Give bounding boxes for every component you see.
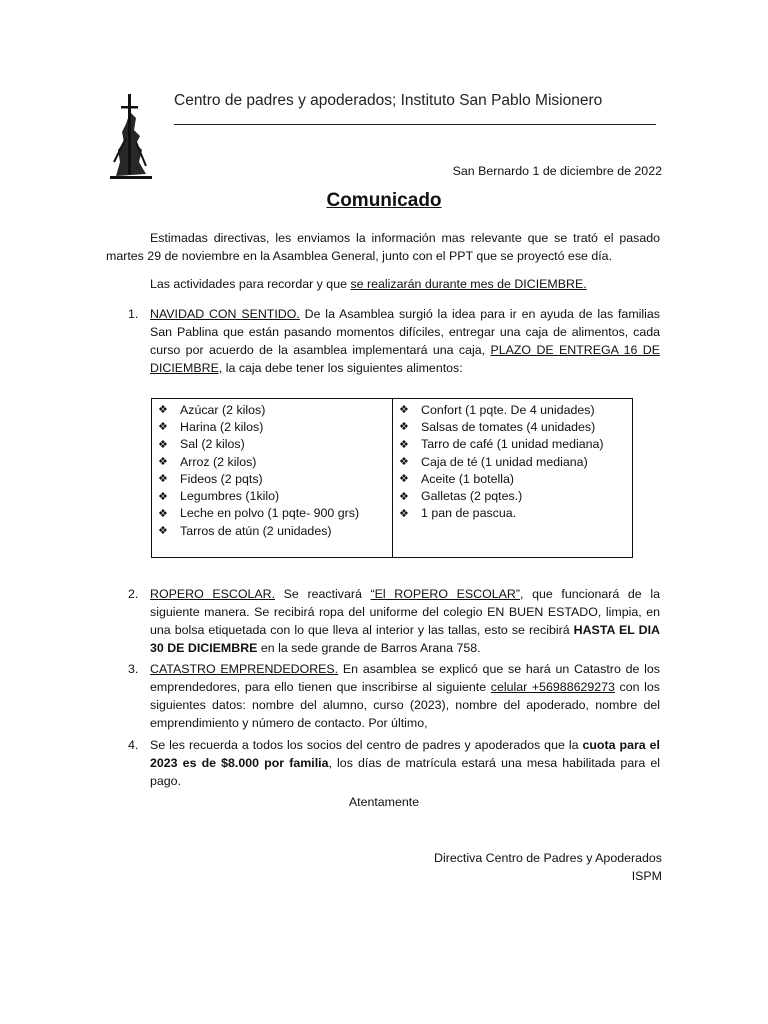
food-item <box>158 522 392 539</box>
bullet-icon: ❖ <box>158 473 168 486</box>
bullet-icon: ❖ <box>158 438 168 451</box>
food-item <box>158 505 392 522</box>
list-item-catastro <box>128 660 661 732</box>
food-item <box>158 436 392 453</box>
food-item <box>158 418 392 435</box>
bullet-icon: ❖ <box>399 404 409 417</box>
food-item <box>399 470 632 487</box>
item-number: 4. <box>128 738 139 752</box>
closing-text: Atentamente <box>348 795 420 809</box>
food-item-label: Tarros de atún (2 unidades) <box>180 523 332 538</box>
church-tower-icon <box>106 92 156 182</box>
item-heading: ROPERO ESCOLAR. <box>150 587 276 601</box>
food-item-label: Caja de té (1 unidad mediana) <box>421 454 588 469</box>
item-text: En asamblea se explicó que se hará un Catastro de los emprendedores, para ello tienen que inscribirse al siguiente <box>150 662 661 694</box>
item-text: con los siguientes datos: nombre del alumno, curso (2023), nombre del apoderado, nombre del emprendimiento y número de contacto. Por último, <box>150 680 661 730</box>
food-item-label: Leche en polvo (1 pqte- 900 grs) <box>180 506 360 521</box>
activities-lead: Las actividades para recordar y que <box>150 277 351 291</box>
bullet-icon: ❖ <box>399 490 409 503</box>
list-item-cuota <box>128 736 660 790</box>
bullet-icon: ❖ <box>158 525 168 538</box>
item-number: 3. <box>128 662 139 676</box>
food-item-label: Fideos (2 pqts) <box>180 471 263 486</box>
bullet-icon: ❖ <box>158 404 168 417</box>
bullet-icon: ❖ <box>399 456 409 469</box>
bullet-icon: ❖ <box>158 490 168 503</box>
food-item <box>158 453 392 470</box>
food-item <box>399 436 632 453</box>
food-item-label: Galletas (2 pqtes.) <box>421 489 523 504</box>
item-heading: CATASTRO EMPRENDEDORES. <box>150 662 339 676</box>
header-rule <box>174 124 656 125</box>
signature-line-2: ISPM <box>631 869 662 883</box>
activities-paragraph <box>150 275 660 293</box>
bullet-icon: ❖ <box>399 421 409 434</box>
deadline-text: PLAZO DE ENTREGA 16 DE DICIEMBRE, <box>150 343 660 375</box>
item-text: , que funcionará de la siguiente manera. Se recibirá ropa del uniforme del colegio EN BUEN ESTADO, limpia, en una bolsa etiquetada con lo que lleva al interior y las tallas, esto se recibirá <box>150 587 660 637</box>
food-item <box>399 401 632 418</box>
food-item <box>399 487 632 504</box>
food-item <box>158 470 392 487</box>
bullet-icon: ❖ <box>399 473 409 486</box>
item-heading: NAVIDAD CON SENTIDO. <box>150 307 300 321</box>
bullet-icon: ❖ <box>399 438 409 451</box>
list-item-ropero <box>128 585 660 657</box>
food-item-label: Azúcar (2 kilos) <box>180 402 266 417</box>
signature-line-1: Directiva Centro de Padres y Apoderados <box>434 851 662 865</box>
food-item-label: Confort (1 pqte. De 4 unidades) <box>421 402 595 417</box>
list-item-navidad <box>128 305 660 377</box>
bold-text: cuota para el 2023 es de $8.000 por familia <box>150 738 660 770</box>
food-item <box>399 418 632 435</box>
food-item-label: Harina (2 kilos) <box>180 419 264 434</box>
bullet-icon: ❖ <box>158 507 168 520</box>
food-list-table <box>151 398 633 558</box>
item-text: en la sede grande de Barros Arana 758. <box>257 641 481 655</box>
food-item <box>158 401 392 418</box>
food-item-label: Legumbres (1kilo) <box>180 489 280 504</box>
bold-text: HASTA EL DIA 30 DE DICIEMBRE <box>150 623 660 655</box>
item-text: la caja debe tener los siguientes alimentos: <box>222 361 463 375</box>
item-number: 1. <box>128 307 139 321</box>
item-text: Se reactivará <box>275 587 371 601</box>
food-item <box>399 453 632 470</box>
item-text: , los días de matrícula estará una mesa habilitada para el pago. <box>150 756 660 788</box>
organization-name: Centro de padres y apoderados; Instituto San Pablo Misionero <box>174 92 603 109</box>
food-item <box>399 505 632 522</box>
document-title: Comunicado <box>326 190 442 211</box>
item-number: 2. <box>128 587 139 601</box>
bullet-icon: ❖ <box>158 456 168 469</box>
document-date: San Bernardo 1 de diciembre de 2022 <box>452 164 662 178</box>
food-list-right-column <box>392 399 632 557</box>
bullet-icon: ❖ <box>158 421 168 434</box>
food-list-left-column <box>152 399 392 557</box>
food-item-label: Tarro de café (1 unidad mediana) <box>421 437 604 452</box>
food-item-label: Salsas de tomates (4 unidades) <box>421 419 596 434</box>
food-item-label: Arroz (2 kilos) <box>180 454 257 469</box>
quoted-text: “El ROPERO ESCOLAR” <box>370 587 520 601</box>
food-item-label: Sal (2 kilos) <box>180 437 245 452</box>
item-text: De la Asamblea surgió la idea para ir en ayuda de las familias San Pablina que están pasando momentos difíciles, entregar una caja de alimentos, cada curso por acuerdo de la asamblea implementará una caja, <box>150 307 660 357</box>
food-item-label: Aceite (1 botella) <box>421 471 514 486</box>
bullet-icon: ❖ <box>399 507 409 520</box>
food-item <box>158 487 392 504</box>
activities-underlined: se realizarán durante mes de DICIEMBRE. <box>350 277 587 291</box>
food-item-label: 1 pan de pascua. <box>421 506 517 521</box>
phone-number: celular +56988629273 <box>490 680 615 694</box>
item-text: Se les recuerda a todos los socios del centro de padres y apoderados que la <box>150 738 583 752</box>
intro-paragraph: Estimadas directivas, les enviamos la información mas relevante que se trató el pasado martes 29 de noviembre en la Asamblea General, junto con el PPT que se proyectó ese día. <box>106 231 660 263</box>
